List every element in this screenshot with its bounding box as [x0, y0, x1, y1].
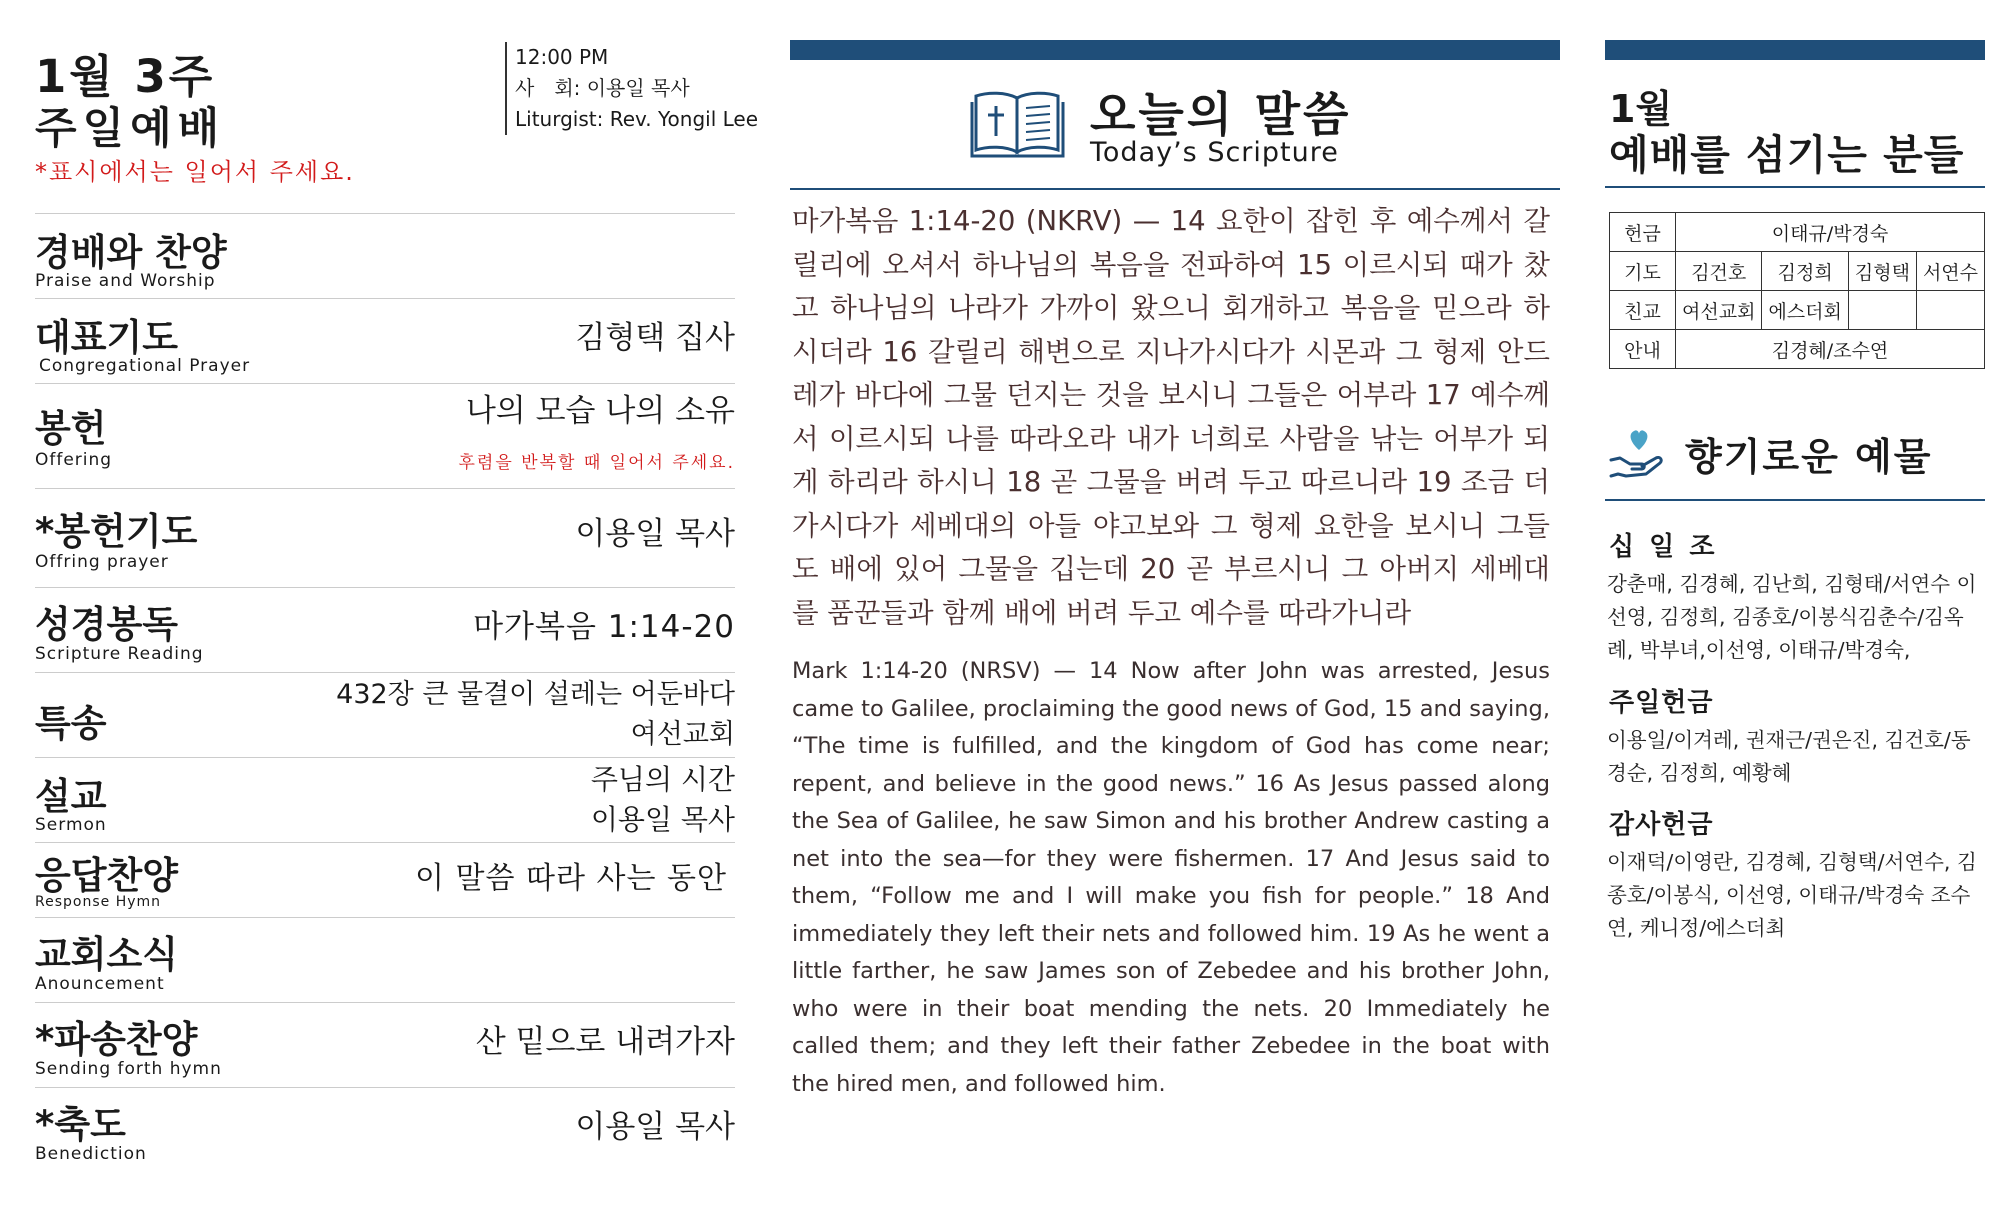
order-item-ko: 봉헌 — [35, 407, 107, 450]
order-item-value: 이용일 목사 — [575, 516, 735, 552]
order-item-en: Scripture Reading — [35, 644, 204, 664]
order-item-en: Benediction — [35, 1144, 147, 1164]
scripture-title-ko: 오늘의 말씀 — [1090, 88, 1352, 143]
order-item-ko: 대표기도 — [35, 316, 178, 359]
servers-column — [1605, 40, 1985, 1200]
order-item-value-2: 이용일 목사 — [590, 803, 735, 836]
worship-order-list — [35, 213, 735, 1172]
order-item-ko: 성경봉독 — [35, 603, 178, 646]
scripture-korean-text: 마가복음 1:14-20 (NKRV) — 14 요한이 잡힌 후 예수께서 갈릴리에 오셔서 하나님의 복음을 전파하여 15 이르시되 때가 찼고 하나님의 나라가 가까이 왔으니 회개하고 복음을 믿으라 하시더라 16 갈릴리 해변으로 지나가시다가 시몬과 그 형제 안드레가 바다에 그물 던지는 것을 보시니 그들은 어부라 17 예수께서 이르시되 나를 따라오라 내가 너희로 사람을 낚는 어부가 되게 하리라 하시니 18 곧 그물을 버려 두고 따르니라 19 조금 더 가시다가 세베대의 아들 야고보와 그 형제 요한을 보시니 그들도 배에 있어 그물을 깁는데 20 곧 부르시니 그 아버지 세베대를 품꾼들과 함께 배에 버려 두고 예수를 따라가니라 — [792, 205, 1550, 629]
service-time: 12:00 PM — [515, 45, 609, 69]
bible-icon — [970, 88, 1065, 160]
thanks-offering-label: 감사헌금 — [1609, 810, 1714, 840]
order-item-value: 이 말씀 따라 사는 동안 — [415, 861, 727, 896]
role-name: 여선교회 — [1676, 291, 1762, 330]
order-item-value: 김형택 집사 — [575, 320, 735, 356]
order-item-en: Sending forth hymn — [35, 1059, 222, 1079]
order-item-ko: *축도 — [35, 1103, 126, 1146]
role-label: 기도 — [1610, 252, 1676, 291]
scripture-english-text: Mark 1:14-20 (NRSV) — 14 Now after John was arrested, Jesus came to Galilee, proclaiming the good news of God, 15 and saying, “The time is fulfilled, and the kingdom of God has come near; repent, and believe in the good news.” 16 As Jesus passed along the Sea of Galilee, he saw Simon and his brother Andrew casting a net into the sea—for they were fishermen. 17 And Jesus said to them, “Follow me and I will make you fish for people.” 18 And immediately they left their nets and followed him. 19 As he went a little farther, he saw James son of Zebedee and his brother John, who were in their boat mending the nets. 20 Immediately he called them; and they left their father Zebedee in the boat with the hired men, and followed him. — [792, 658, 1550, 1097]
order-item-en: Anouncement — [35, 974, 165, 994]
role-label: 친교 — [1610, 291, 1676, 330]
service-info — [505, 42, 758, 135]
table-row — [1610, 252, 1985, 291]
order-item-response-hymn — [35, 842, 735, 917]
order-item-value: 432장 큰 물결이 설레는 어둔바다 — [336, 679, 735, 710]
order-item-value: 산 밑으로 내려가자 — [475, 1024, 735, 1060]
tithe-names: 강춘매, 김경혜, 김난희, 김형태/서연수 이선영, 김정희, 김종호/이봉식김춘수/김옥례, 박부녀,이선영, 이태규/박경숙, — [1607, 572, 1977, 662]
tithe-label: 십 일 조 — [1609, 532, 1718, 562]
order-item-en: Praise and Worship — [35, 271, 216, 291]
order-item-ko: *봉헌기도 — [35, 510, 198, 553]
table-row — [1610, 291, 1985, 330]
servers-title: 예배를 섬기는 분들 — [1609, 131, 1965, 179]
order-item-benediction — [35, 1087, 735, 1172]
order-item-ko: *파송찬양 — [35, 1018, 198, 1061]
order-item-note: 후렴을 반복할 때 일어서 주세요. — [458, 453, 735, 473]
role-name: 에스더회 — [1762, 291, 1848, 330]
scripture-title-en: Today’s Scripture — [1090, 137, 1339, 168]
order-item-scripture — [35, 587, 735, 672]
role-name: 김정희 — [1762, 252, 1848, 291]
servers-table — [1609, 212, 1985, 369]
divider — [1605, 186, 1985, 188]
order-item-offering-prayer — [35, 488, 735, 587]
order-item-praise — [35, 213, 735, 298]
role-names: 김경혜/조수연 — [1676, 330, 1985, 369]
service-leader: 사 회: 이용일 목사 — [515, 76, 690, 100]
service-liturgist: Liturgist: Rev. Yongil Lee — [515, 107, 759, 131]
role-label: 안내 — [1610, 330, 1676, 369]
order-item-prayer — [35, 298, 735, 383]
thanks-offering-names: 이재덕/이영란, 김경혜, 김형택/서연수, 김종호/이봉식, 이선영, 이태규/박경숙 조수연, 케니정/에스더최 — [1607, 850, 1977, 940]
header-bar — [1605, 40, 1985, 60]
sunday-offering-names: 이용일/이겨레, 권재근/권은진, 김건호/동경순, 김정희, 예황혜 — [1607, 728, 1971, 785]
role-name: 김건호 — [1676, 252, 1762, 291]
role-label: 헌금 — [1610, 213, 1676, 252]
order-item-announcement — [35, 917, 735, 1002]
order-item-en: Sermon — [35, 815, 107, 835]
stand-note: *표시에서는 일어서 주세요. — [35, 158, 355, 186]
order-item-offering — [35, 383, 735, 488]
sunday-offering-label: 주일헌금 — [1609, 688, 1714, 718]
divider — [1605, 499, 1985, 501]
week-title: 1월 3주 — [35, 50, 216, 103]
service-title: 주일예배 — [35, 104, 226, 154]
order-item-en: Offering — [35, 450, 113, 470]
role-name-empty — [1916, 291, 1984, 330]
role-names: 이태규/박경숙 — [1676, 213, 1985, 252]
order-item-value: 마가복음 1:14-20 — [473, 609, 735, 645]
order-item-sending-hymn — [35, 1002, 735, 1087]
order-item-en: Congregational Prayer — [39, 356, 251, 376]
role-name: 김형택 — [1848, 252, 1916, 291]
offerings-title: 향기로운 예물 — [1685, 435, 1933, 479]
role-name: 서연수 — [1916, 252, 1984, 291]
table-row — [1610, 330, 1985, 369]
role-name-empty — [1848, 291, 1916, 330]
order-item-ko: 경배와 찬양 — [35, 231, 227, 274]
order-item-ko: 설교 — [35, 775, 107, 818]
divider — [790, 188, 1560, 190]
order-item-value: 이용일 목사 — [575, 1109, 735, 1145]
order-item-en: Offring prayer — [35, 552, 169, 572]
order-item-value-2: 여선교회 — [630, 719, 735, 750]
order-of-worship-column — [35, 40, 759, 1200]
order-item-ko: 교회소식 — [35, 933, 178, 976]
order-item-special-song — [35, 672, 735, 757]
table-row — [1610, 213, 1985, 252]
servers-month: 1월 — [1609, 87, 1673, 131]
scripture-column — [790, 40, 1560, 1200]
header-bar — [790, 40, 1560, 60]
giving-hands-icon — [1608, 424, 1670, 484]
order-item-value: 주님의 시간 — [590, 763, 735, 796]
order-item-ko: 특송 — [35, 702, 107, 745]
order-item-en: Response Hymn — [35, 894, 162, 910]
order-item-ko: 응답찬양 — [35, 854, 178, 897]
order-item-sermon — [35, 757, 735, 842]
order-item-value: 나의 모습 나의 소유 — [465, 393, 735, 429]
